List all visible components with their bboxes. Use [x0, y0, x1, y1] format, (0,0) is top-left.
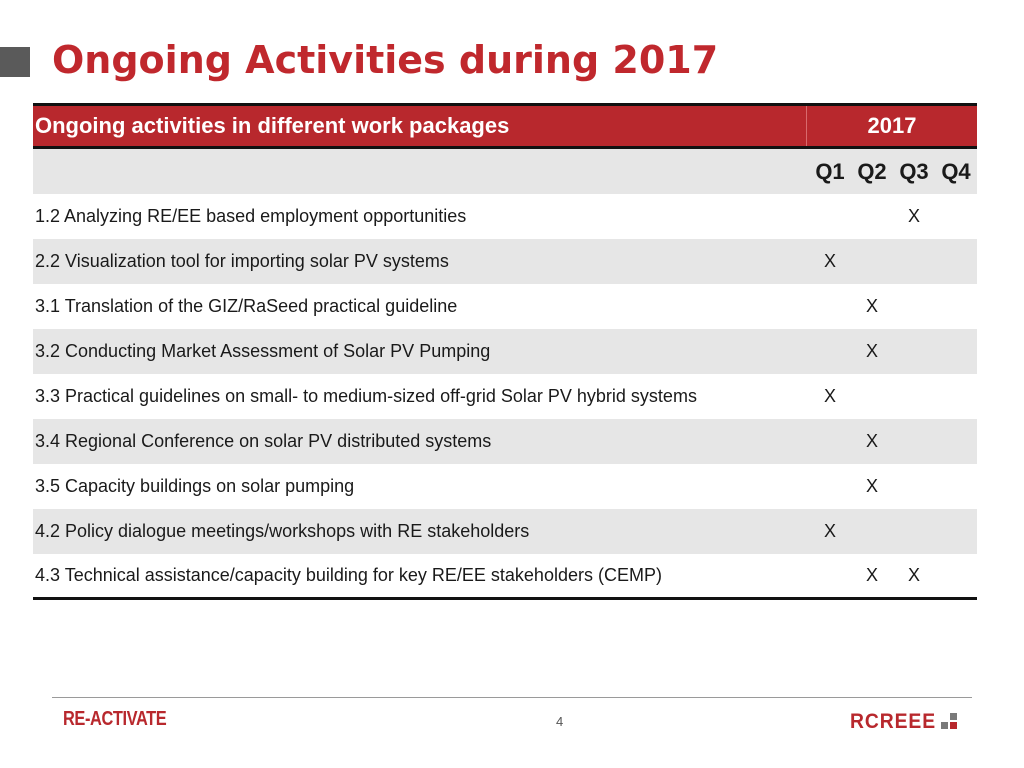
quarter-q4: Q4	[941, 158, 971, 184]
activity-label: 1.2 Analyzing RE/EE based employment opportunities	[35, 206, 467, 226]
table-row	[33, 374, 977, 419]
activity-label: 3.2 Conducting Market Assessment of Solar PV Pumping	[35, 341, 491, 361]
slide-title: Ongoing Activities during 2017	[52, 38, 719, 82]
table-row	[33, 239, 977, 284]
table-row	[33, 464, 977, 509]
q2-mark: X	[865, 296, 878, 316]
q2-mark: X	[865, 476, 878, 496]
activity-label: 2.2 Visualization tool for importing solar PV systems	[35, 251, 449, 271]
q2-mark: X	[865, 431, 878, 451]
table-row	[33, 419, 977, 464]
q3-mark: X	[907, 206, 920, 226]
q2-mark: X	[865, 565, 878, 585]
table-header-row	[33, 103, 977, 149]
page-number: 4	[556, 714, 564, 729]
activity-label: 3.4 Regional Conference on solar PV distributed systems	[35, 431, 492, 451]
rcreee-squares-icon	[940, 713, 958, 731]
activity-label: 4.3 Technical assistance/capacity building for key RE/EE stakeholders (CEMP)	[35, 565, 662, 585]
table-row	[33, 509, 977, 554]
activity-label: 3.1 Translation of the GIZ/RaSeed practical guideline	[35, 296, 458, 316]
activities-table	[33, 103, 977, 600]
table-row	[33, 284, 977, 329]
rcreee-logo	[850, 710, 958, 734]
table-row	[33, 194, 977, 239]
quarter-q1: Q1	[815, 158, 845, 184]
q3-mark: X	[907, 565, 920, 585]
q1-mark: X	[823, 521, 836, 541]
activity-label: 3.5 Capacity buildings on solar pumping	[35, 476, 355, 496]
q1-mark: X	[823, 251, 836, 271]
table-body	[33, 194, 977, 600]
footer-divider	[52, 697, 972, 698]
title-marker	[0, 47, 30, 77]
quarter-q3: Q3	[899, 158, 929, 184]
re-activate-logo: RE-ACTIVATE	[63, 708, 167, 730]
rcreee-logo-text: RCREEE	[850, 710, 937, 733]
quarter-q2: Q2	[857, 158, 887, 184]
quarter-row-spacer	[33, 149, 809, 194]
activity-label: 4.2 Policy dialogue meetings/workshops with RE stakeholders	[35, 521, 530, 541]
q2-mark: X	[865, 341, 878, 361]
header-year: 2017	[867, 113, 917, 138]
activity-label: 3.3 Practical guidelines on small- to medium-sized off-grid Solar PV hybrid systems	[35, 386, 697, 406]
table-row	[33, 554, 977, 600]
q1-mark: X	[823, 386, 836, 406]
table-row	[33, 329, 977, 374]
quarter-header-row	[33, 149, 977, 194]
header-activities-label: Ongoing activities in different work packages	[33, 106, 807, 146]
